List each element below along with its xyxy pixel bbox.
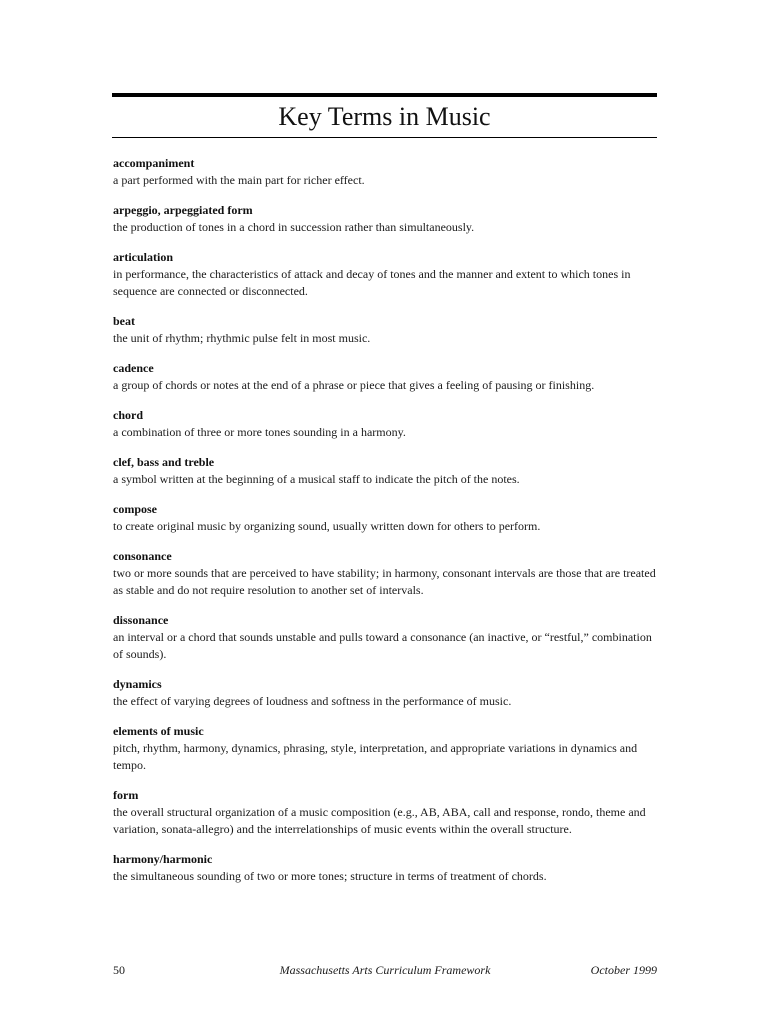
term-definition: the production of tones in a chord in succession rather than simultaneously. bbox=[113, 220, 475, 234]
term-definition: a part performed with the main part for richer effect. bbox=[113, 173, 365, 187]
term-entry-dynamics bbox=[113, 676, 658, 710]
term-entry-articulation bbox=[113, 249, 658, 300]
header-thick-rule bbox=[112, 93, 657, 97]
term-name: arpeggio, arpeggiated form bbox=[113, 203, 253, 217]
term-entry-chord bbox=[113, 407, 658, 441]
publication-title: Massachusetts Arts Curriculum Framework bbox=[279, 963, 491, 977]
term-name: compose bbox=[113, 502, 157, 516]
term-definition: the effect of varying degrees of loudness and softness in the performance of music. bbox=[113, 694, 512, 708]
term-definition: a combination of three or more tones sounding in a harmony. bbox=[113, 425, 406, 439]
term-name: beat bbox=[113, 314, 135, 328]
term-entry-accompaniment bbox=[113, 155, 658, 189]
publication-date: October 1999 bbox=[590, 963, 657, 977]
term-name: cadence bbox=[113, 361, 154, 375]
term-definition: in performance, the characteristics of attack and decay of tones and the manner and extent to which tones in sequence are connected or disconnected. bbox=[113, 267, 631, 298]
term-entry-clef bbox=[113, 454, 658, 488]
term-name: accompaniment bbox=[113, 156, 195, 170]
term-entry-beat bbox=[113, 313, 658, 347]
term-entry-dissonance bbox=[113, 612, 658, 663]
page-number: 50 bbox=[113, 963, 125, 977]
term-entry-form bbox=[113, 787, 658, 838]
term-entry-consonance bbox=[113, 548, 658, 599]
term-definition: pitch, rhythm, harmony, dynamics, phrasing, style, interpretation, and appropriate variations in dynamics and tempo. bbox=[113, 741, 638, 772]
term-definition: the unit of rhythm; rhythmic pulse felt in most music. bbox=[113, 331, 371, 345]
term-entry-harmony bbox=[113, 851, 658, 885]
term-entry-compose bbox=[113, 501, 658, 535]
term-name: clef, bass and treble bbox=[113, 455, 215, 469]
term-entry-elements-of-music bbox=[113, 723, 658, 774]
page-title: Key Terms in Music bbox=[278, 102, 491, 131]
term-definition: the simultaneous sounding of two or more tones; structure in terms of treatment of chords. bbox=[113, 869, 547, 883]
term-definition: an interval or a chord that sounds unstable and pulls toward a consonance (an inactive, or “restful,” combination of sounds). bbox=[113, 630, 652, 661]
term-definition: the overall structural organization of a music composition (e.g., AB, ABA, call and response, rondo, theme and variation, sonata-allegro) and the interrelationships of music events within the overall structure. bbox=[113, 805, 646, 836]
term-name: dissonance bbox=[113, 613, 169, 627]
terms-list bbox=[113, 155, 658, 898]
term-name: consonance bbox=[113, 549, 172, 563]
term-name: dynamics bbox=[113, 677, 162, 691]
term-name: form bbox=[113, 788, 139, 802]
term-definition: a symbol written at the beginning of a musical staff to indicate the pitch of the notes. bbox=[113, 472, 520, 486]
term-entry-cadence bbox=[113, 360, 658, 394]
term-entry-arpeggio bbox=[113, 202, 658, 236]
term-name: articulation bbox=[113, 250, 173, 264]
term-name: elements of music bbox=[113, 724, 204, 738]
term-definition: a group of chords or notes at the end of a phrase or piece that gives a feeling of pausing or finishing. bbox=[113, 378, 595, 392]
term-definition: to create original music by organizing sound, usually written down for others to perform. bbox=[113, 519, 541, 533]
term-name: harmony/harmonic bbox=[113, 852, 213, 866]
term-name: chord bbox=[113, 408, 143, 422]
header-thin-rule bbox=[112, 137, 657, 138]
term-definition: two or more sounds that are perceived to have stability; in harmony, consonant intervals are those that are treated as stable and do not require resolution to another set of intervals. bbox=[113, 566, 656, 597]
